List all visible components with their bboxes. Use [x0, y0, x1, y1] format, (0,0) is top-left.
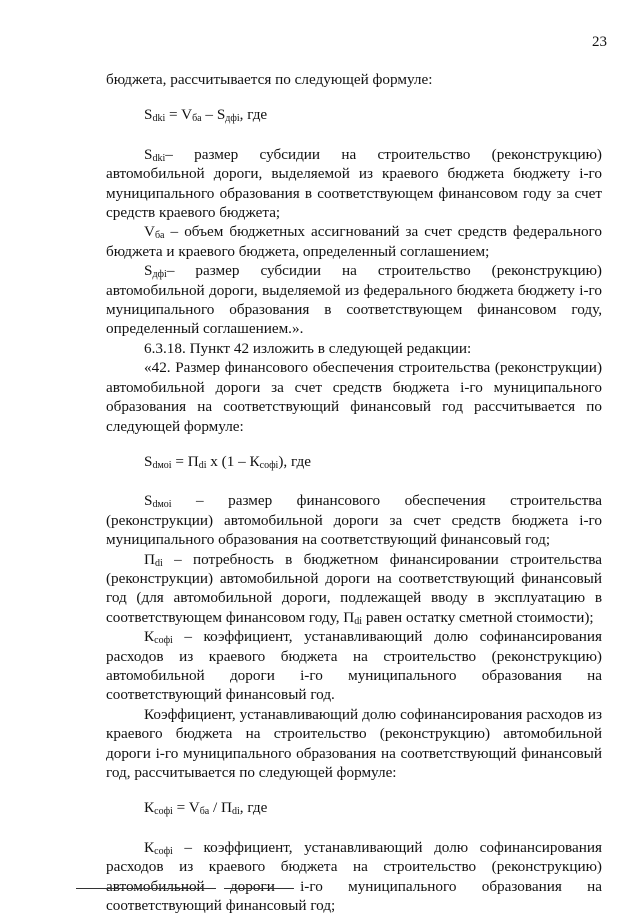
paragraph-42: «42. Размер финансового обеспечения строительства (реконструкции) автомобильной дороги за счет средств бюджета i-го муниципального образования на соответствующий финансовый год рассчитывается по следующей формуле: [106, 359, 602, 435]
definition-pdi: $П_{di}$ – потребность в бюджетном финансировании строительства (реконструкции) автомобильной дороги на соответствующий финансовый год (для автомобильной дороги, подлежащей вводу в эксплуатацию в соответствующем финансовом году, $П_{di}$ равен остатку сметной стоимости); [106, 550, 602, 627]
definition-vba: $V_{ба}$ – объем бюджетных ассигнований за счет средств федерального бюджета и краевого бюджета, определенный соглашением; [106, 223, 602, 260]
definition-sdmoi: $S_{dмоi}$ – размер финансового обеспечения строительства (реконструкции) автомобильной дороги за счет средств бюджета i-го муниципального образования на соответствующий финансовый год; [106, 492, 602, 549]
document-body [106, 70, 602, 915]
item-6-3-18: 6.3.18. Пункт 42 изложить в следующей редакции: [144, 339, 472, 357]
formula-1: $S_{dki} = V_{ба} - S_{дфi}$, где [144, 106, 268, 125]
definition-sdki: $S_{dki}-$ размер субсидии на строительство (реконструкцию) автомобильной дороги, выделяемой из краевого бюджета бюджету i-го муниципального образования в соответствующем финансовом году за счет средств краевого бюджета; [106, 145, 602, 222]
definition-sdfi: $S_{дфi}-$ размер субсидии на строительство (реконструкцию) автомобильной дороги, выделяемой из федерального бюджета бюджету i-го муниципального образования в соответствующем финансовом году, определенный соглашением.». [106, 262, 602, 338]
paragraph-coefficient: Коэффициент, устанавливающий долю софинансирования расходов из краевого бюджета на строительство (реконструкцию) автомобильной дороги i-го муниципального образования на соответствующий финансовый год, рассчитывается по следующей формуле: [106, 705, 602, 781]
footer-rule-short [224, 888, 294, 889]
page-number: 23 [592, 34, 607, 50]
formula-2: $S_{dмоi} = П_{di}$ x $(1 - К_{софi})$, где [144, 452, 311, 471]
formula-3: $К_{софi} = V_{ба} / П_{di}$, где [144, 799, 268, 818]
definition-ksofi-2: $К_{софi}$ – коэффициент, устанавливающий долю софинансирования расходов из краевого бюджета на строительство (реконструкцию) автомобильной дороги i-го муниципального образования на соответствующий финансовый год; [106, 838, 602, 915]
footer-rule [76, 888, 216, 889]
intro-line: бюджета, рассчитывается по следующей формуле: [106, 71, 433, 88]
definition-ksofi: $К_{софi}$ – коэффициент, устанавливающий долю софинансирования расходов из краевого бюджета на строительство (реконструкцию) автомобильной дороги i-го муниципального образования на соответствующий финансовый год. [106, 628, 602, 704]
